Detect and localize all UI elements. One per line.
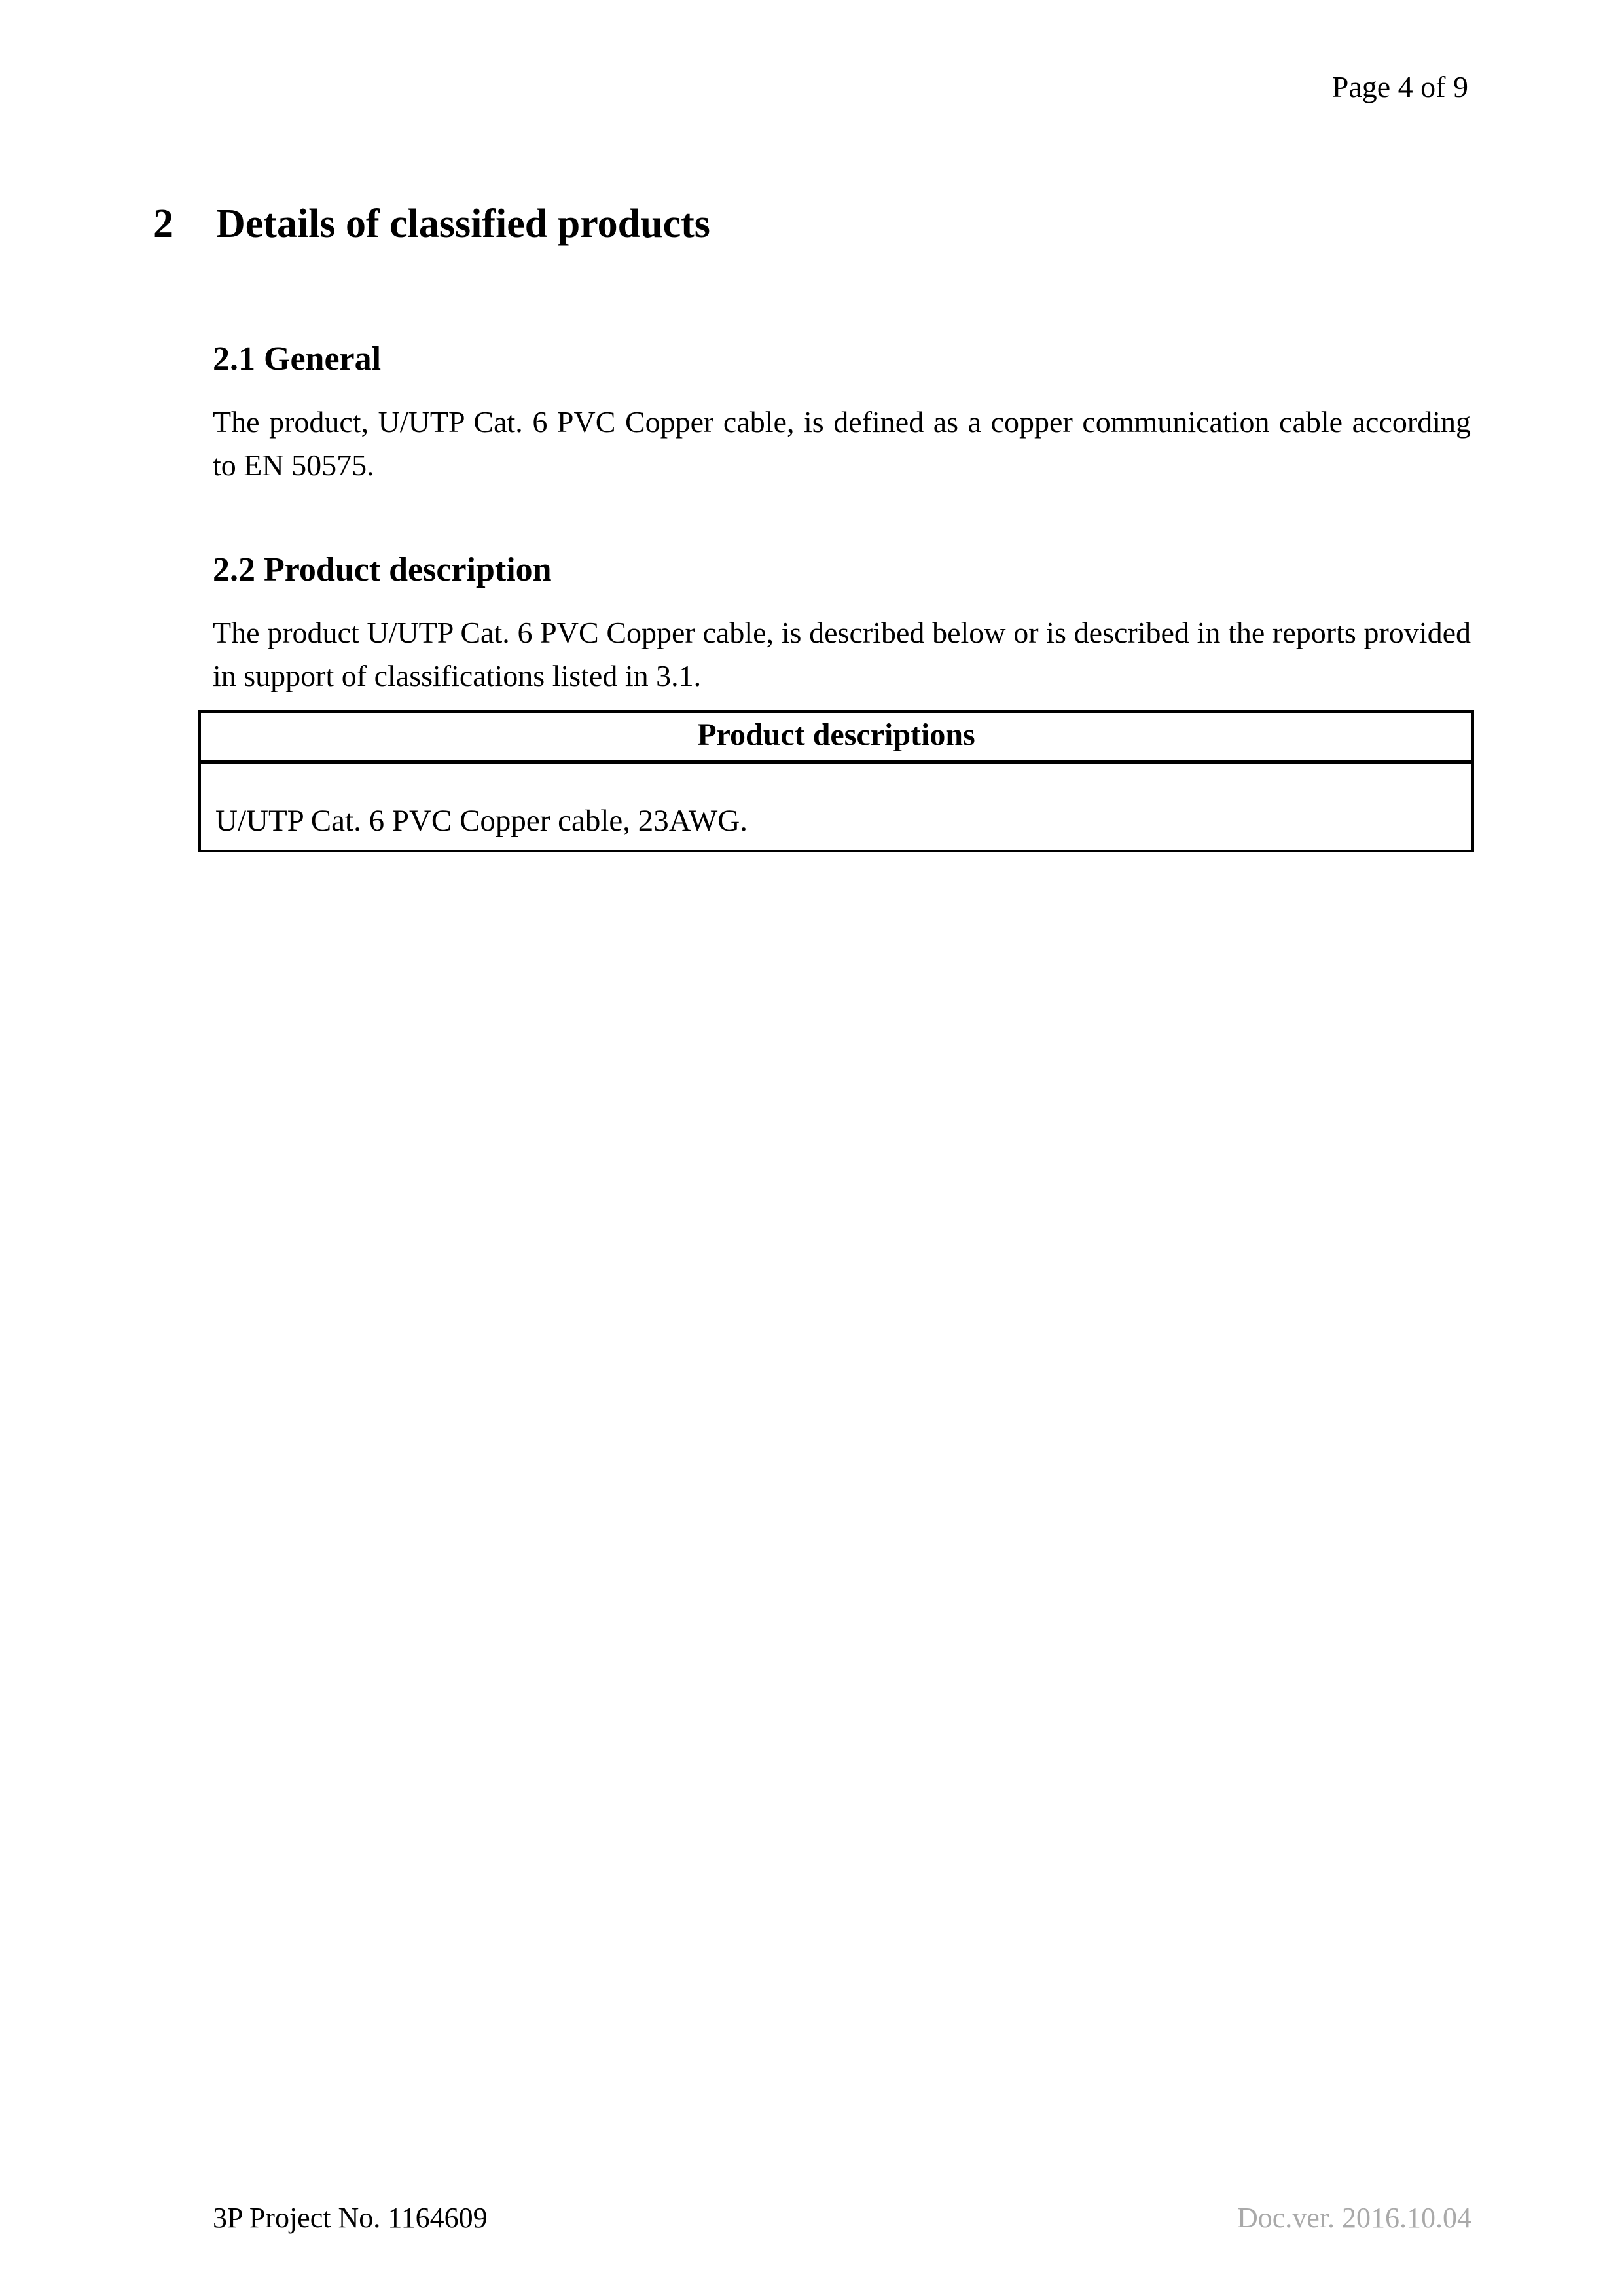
section-body-product-description: The product U/UTP Cat. 6 PVC Copper cable, is described below or is described in the reports provided in support of classifications listed in 3.1. (213, 616, 1471, 692)
chapter-title: Details of classified products (216, 202, 710, 246)
chapter-heading (153, 199, 1473, 249)
table-header-row (200, 711, 1473, 762)
page-header (0, 68, 1468, 106)
section-heading-general: 2.1 General (213, 340, 382, 378)
table-cell-product-description: U/UTP Cat. 6 PVC Copper cable, 23AWG. (200, 762, 1473, 852)
table-header-cell: Product descriptions (200, 711, 1473, 762)
page-number-indicator: Page 4 of 9 (1331, 70, 1468, 103)
footer-doc-version: Doc.ver. 2016.10.04 (1236, 2202, 1471, 2234)
product-descriptions-table (198, 710, 1474, 852)
footer-project-number: 3P Project No. 1164609 (213, 2202, 488, 2234)
section-body-general: The product, U/UTP Cat. 6 PVC Copper cable, is defined as a copper communication cable according to EN 50575. (213, 405, 1471, 482)
section-heading-product-description: 2.2 Product description (213, 551, 552, 588)
table-row (200, 762, 1473, 852)
chapter-number: 2 (153, 202, 173, 246)
